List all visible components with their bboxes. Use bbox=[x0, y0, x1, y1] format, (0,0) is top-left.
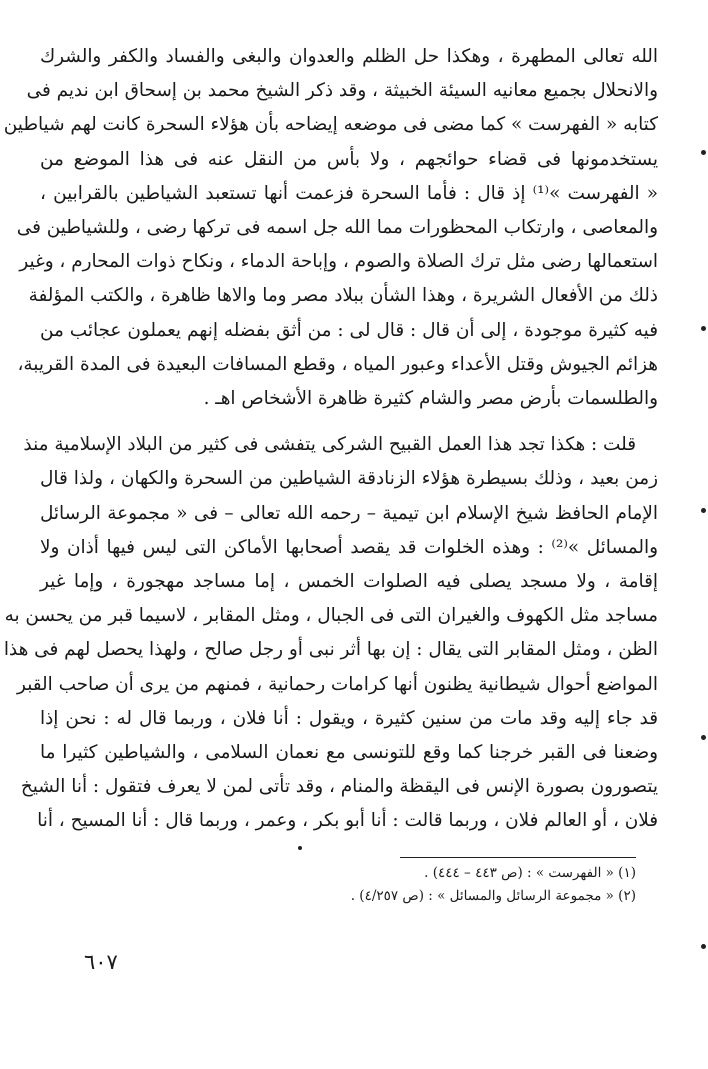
text-line: « الفهرست »⁽¹⁾ إذ قال : فأما السحرة فزعمت أنها تستعبد الشياطين بالقرابين ، bbox=[40, 182, 658, 204]
margin-speck bbox=[701, 326, 706, 331]
text-line: قلت : هكذا تجد هذا العمل القبيح الشركى يتفشى فى كثير من البلاد الإسلامية منذ bbox=[23, 434, 636, 456]
footnote: (٢) « مجموعة الرسائل والمسائل » : (ص ٤/٢٥٧) . bbox=[350, 888, 636, 904]
margin-speck bbox=[701, 150, 706, 155]
text-line: يتصورون بصورة الإنس فى اليقظة والمنام ، وقد تأتى لمن لا يعرف فتقول : أنا الشيخ bbox=[20, 776, 658, 798]
text-line: الإمام الحافظ شيخ الإسلام ابن تيمية – رحمه الله تعالى – فى « مجموعة الرسائل bbox=[40, 502, 658, 524]
text-line: ذلك من الأفعال الشريرة ، وهذا الشأن ببلاد مصر وما والاها ظاهرة ، والكتب المؤلفة bbox=[28, 285, 658, 307]
text-line: الله تعالى المطهرة ، وهكذا حل الظلم والعدوان والبغى والفساد والكفر والشرك bbox=[40, 46, 658, 67]
footnotes bbox=[276, 862, 636, 908]
text-line: الظن ، ومثل المقابر التى يقال : إن بها أثر نبى أو رجل صالح ، ولهذا يحصل لهم فى هذا bbox=[3, 639, 658, 661]
text-line: وضعنا فى القبر خرجنا كما وقع للتونسى مع نعمان السلامى ، والشياطين كثيرا ما bbox=[40, 742, 658, 764]
text-line: قد جاء إليه وقد مات من سنين كثيرة ، ويقول : أنا فلان ، وربما قال له : نحن إذا bbox=[40, 707, 658, 729]
paragraph-2 bbox=[3, 428, 658, 838]
text-line: فيه كثيرة موجودة ، إلى أن قال : قال لى : من أثق بفضله إنهم يعملون عجائب من bbox=[40, 319, 658, 341]
text-line: هزائم الجيوش وقتل الأعداء وعبور المياه ، وقطع المسافات البعيدة فى المدة القريبة، bbox=[17, 353, 658, 375]
text-line: زمن بعيد ، وذلك بسيطرة هؤلاء الزنادقة الشياطين من السحرة والكهان ، ولذا قال bbox=[40, 468, 658, 490]
margin-speck bbox=[701, 944, 706, 949]
text-line: يستخدمونها فى قضاء حوائجهم ، ولا بأس من النقل عنه فى هذا الموضع من bbox=[40, 148, 658, 170]
text-speck bbox=[298, 846, 302, 850]
text-line: والطلسمات بأرض مصر والشام كثيرة ظاهرة الأشخاص اهـ . bbox=[203, 388, 658, 410]
text-line: المواضع أحوال شيطانية يظنون أنها كرامات رحمانية ، فمنهم من يرى أن صاحب القبر bbox=[17, 673, 658, 695]
text-line: استعمالها رضى مثل ترك الصلاة والصوم ، وإباحة الدماء ، ونكاح ذوات المحارم ، وغير bbox=[19, 251, 658, 273]
text-line: والانحلال بجميع معانيه السيئة الخبيثة ، وقد ذكر الشيخ محمد بن إسحاق ابن نديم فى bbox=[26, 80, 658, 102]
margin-speck bbox=[701, 735, 706, 740]
text-line: والمعاصى ، وارتكاب المحظورات مما الله جل اسمه فى تركها رضى ، وللشياطين فى bbox=[16, 217, 658, 239]
margin-speck bbox=[701, 508, 706, 513]
text-line: إقامة ، ولا مسجد يصلى فيه الصلوات الخمس ، إما مساجد مهجورة ، وإما غير bbox=[40, 571, 658, 593]
text-line: فلان ، أو العالم فلان ، وربما قالت : أنا أبو بكر ، وعمر ، وربما قال : أنا المسيح ، أنا bbox=[37, 810, 658, 832]
paragraph-1 bbox=[3, 40, 658, 416]
footnote: (١) « الفهرست » : (ص ٤٤٣ – ٤٤٤) . bbox=[424, 865, 636, 881]
page-number: ٦٠٧ bbox=[84, 950, 118, 974]
text-line: والمسائل »⁽²⁾ : وهذه الخلوات قد يقصد أصحابها الأماكن التى ليس فيها أذان ولا bbox=[40, 536, 658, 558]
page-body bbox=[3, 40, 658, 839]
text-line: مساجد مثل الكهوف والغيران التى فى الجبال ، ومثل المقابر ، لاسيما قبر من يحسن به bbox=[4, 605, 658, 627]
text-line: كتابه « الفهرست » كما مضى فى موضعه إيضاحه بأن هؤلاء السحرة كانت لهم شياطين bbox=[3, 114, 658, 136]
footnote-separator bbox=[400, 857, 636, 858]
